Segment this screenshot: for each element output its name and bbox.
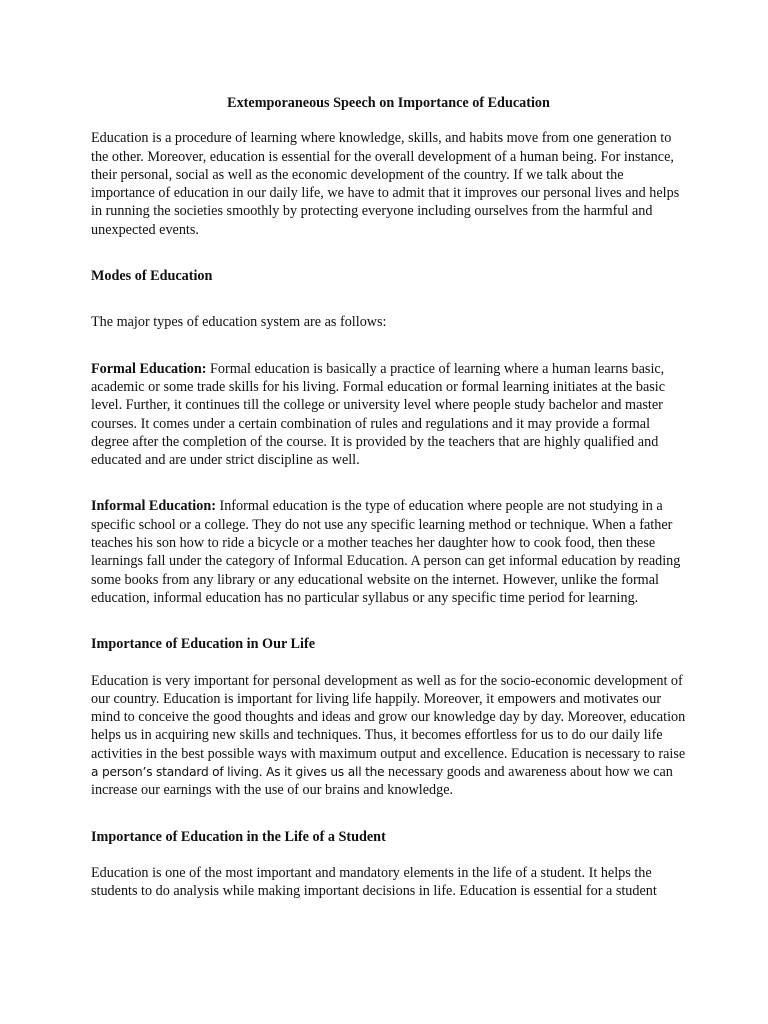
formal-education-text: Formal education is basically a practice of learning where a human learns basic, academic or some trade skills for his living. Formal education or formal learning initiates at the basic level. Further, it continues till the college or university level where people study bachelor and master courses. It comes under a certain combination of rules and regulations and it may provide a formal degree after the completion of the course. It is provided by the teachers that are highly qualified and educated and are under strict discipline as well.	[91, 360, 666, 469]
life-text-sans-segment: a person’s standard of living. As it gives us all the	[91, 765, 385, 780]
student-heading: Importance of Education in the Life of a Student	[91, 828, 386, 845]
life-text-end: necessary goods and awareness about how we can increase our earnings with the use of our brains and knowledge.	[91, 764, 673, 799]
intro-paragraph: Education is a procedure of learning where knowledge, skills, and habits move from one generation to the other. Moreover, education is essential for the overall development of a human being. For instance, their personal, social as well as the economic development of the country. If we talk about the importance of education in our daily life, we have to admit that it improves our personal lives and helps in running the societies smoothly by protecting everyone including ourselves from the harmful and unexpected events.	[91, 130, 680, 238]
document-content	[91, 94, 686, 901]
types-intro-paragraph: The major types of education system are as follows:	[91, 314, 387, 331]
formal-education-label: Formal Education:	[91, 360, 207, 377]
document-title: Extemporaneous Speech on Importance of Education	[227, 95, 550, 111]
informal-education-label: Informal Education:	[91, 498, 216, 515]
life-heading: Importance of Education in Our Life	[91, 636, 315, 653]
life-text-main: Education is very important for personal development as well as for the socio-economic development of our country. Education is important for living life happily. Moreover, it empowers and motivates our mind to conceive the good thoughts and ideas and grow our knowledge day by day. Moreover, education helps us in acquiring new skills and techniques. Thus, it becomes effortless for us to do our daily life activities in the best possible ways with maximum output and excellence. Education is necessary to raise	[91, 672, 686, 762]
formal-education-paragraph	[91, 360, 686, 470]
life-paragraph	[91, 672, 686, 800]
informal-education-text: Informal education is the type of education where people are not studying in a specific school or a college. They do not use any specific learning method or technique. When a father teaches his son how to ride a bicycle or a mother teaches her daughter how to cook food, then these learnings fall under the category of Informal Education. A person can get informal education by reading some books from any library or any educational website on the internet. However, unlike the formal education, informal education has no particular syllabus or any specific time period for learning.	[91, 498, 681, 606]
modes-heading: Modes of Education	[91, 268, 213, 285]
informal-education-paragraph	[91, 497, 686, 607]
student-paragraph: Education is one of the most important and mandatory elements in the life of a student. It helps the students to do analysis while making important decisions in life. Education is essential for a student	[91, 864, 657, 900]
